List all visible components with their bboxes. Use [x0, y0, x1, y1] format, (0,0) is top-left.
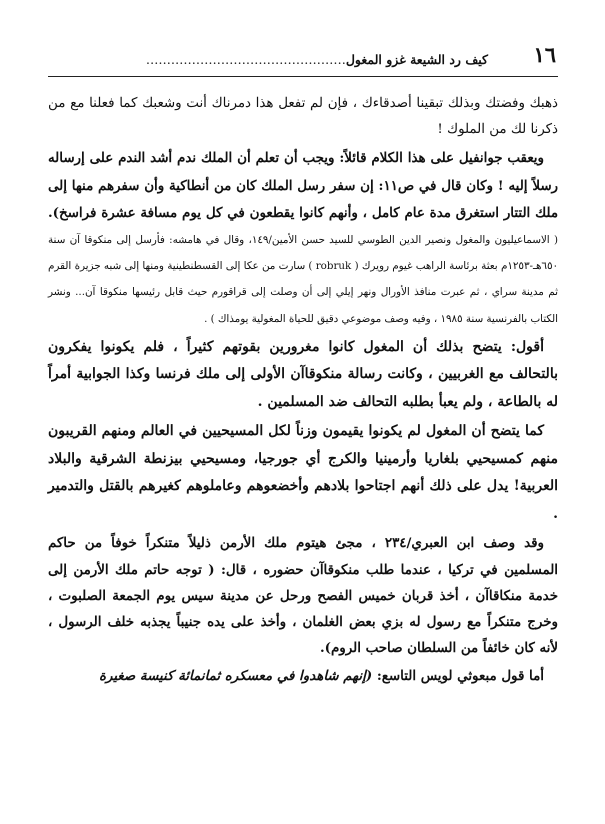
running-title-dots: ………………………………………… [145, 52, 346, 67]
paragraph-3: أقول: يتضح بذلك أن المغول كانوا مغرورين بقوتهم كثيراً ، فلم يكونوا يفكرون بالتحالف مع الغربيين ، وكانت رسالة منكوقاآن الأولى إلى ملك فرنسا وكذا الجوابية أمراً له بالطاعة ، ولم يعبأ بطلبه التحالف ضد المسلمين . [48, 338, 558, 410]
paragraph-6-italic: (إنهم شاهدوا في معسكره ثمانمائة كنيسة صغيرة [98, 668, 377, 685]
footnote-inline: ( الاسماعيليون والمغول ونصير الدين الطوسي للسيد حسن الأمين/١٤٩، وقال في هامشه: فأرسل إلى منكوقا آن سنة ٦٥٠هـ-١٢٥٣م بعثة برئاسة الراهب غيوم رويرك ( robruk ) سارت من عكا إلى القسطنطينية ومنها إلى شبه جزيرة القرم ثم مدينة سراي ، ثم عبرت منافذ الأورال ونهر إيلي إلى أن وصلت إلى قراقورم حيث قابل رئيسها منكوقا آن... ونشر الكتاب بالفرنسية سنة ١٩٨٥ ، وفيه وصف موضوعي دقيق للحياة المغولية يومذاك ) . [48, 234, 559, 325]
running-title-text: كيف رد الشيعة غزو المغول [345, 52, 488, 67]
paragraph-4: كما يتضح أن المغول لم يكونوا يقيمون وزناً لكل المسيحيين في العالم ومنهم القريبون منهم كمسيحيي بلغاريا وأرمينيا والكرج أي جورجيا، ومسيحيي بيزنطة الشرقية والبلاد العربية! يدل على ذلك أنهم اجتاحوا بلادهم وأخضعوهم وعاملوهم كغيرهم بالقتل والتدمير . [48, 423, 558, 522]
paragraph-1: ذهبك وفضتك وبذلك تبقينا أصدقاءك ، فإن لم تفعل هذا دمرناك أنت وشعبك كما فعلنا مع من ذكرنا لك من الملوك ! [48, 96, 558, 138]
document-page [48, 40, 558, 810]
page-header [48, 40, 558, 77]
paragraph-2-main: ويعقب جوانفيل على هذا الكلام قائلاً: ويجب أن تعلم أن الملك ندم أشد الندم على إرساله رسلاً إليه ! وكان قال في ص١١: إن سفر رسل الملك كان من أنطاكية وأن سفرهم منها إلى ملك التتار استغرق مدة عام كامل ، وأنهم كانوا يقطعون في كل يوم مسافة عشرة فراسخ). [48, 150, 558, 221]
page-number: ١٦ [533, 42, 556, 67]
paragraph-2 [48, 145, 558, 331]
paragraph-5: وقد وصف ابن العبري/٢٣٤ ، مجئ هيتوم ملك الأرمن ذليلاً متنكراً خوفاً من حاكم المسلمين في تركيا ، عندما طلب منكوقاآن حضوره ، قال: ( توجه حاتم ملك الأرمن إلى خدمة منكاقاآن ، أخذ قربان خميس الفصح ورحل عن مدينة سيس يوم الجمعة الصلبوت ، وخرج متنكراً مع رسول له بزي بعض الغلمان ، وأخذ على يده جنيباً يجذبه خلف الرسول ، لأنه كان خائفاً من السلطان صاحب الروم). [48, 535, 558, 657]
paragraph-6-plain: أما قول مبعوثي لويس التاسع: [376, 668, 544, 685]
running-title [146, 52, 488, 67]
paragraph-6 [48, 663, 558, 689]
body-text [48, 91, 558, 690]
